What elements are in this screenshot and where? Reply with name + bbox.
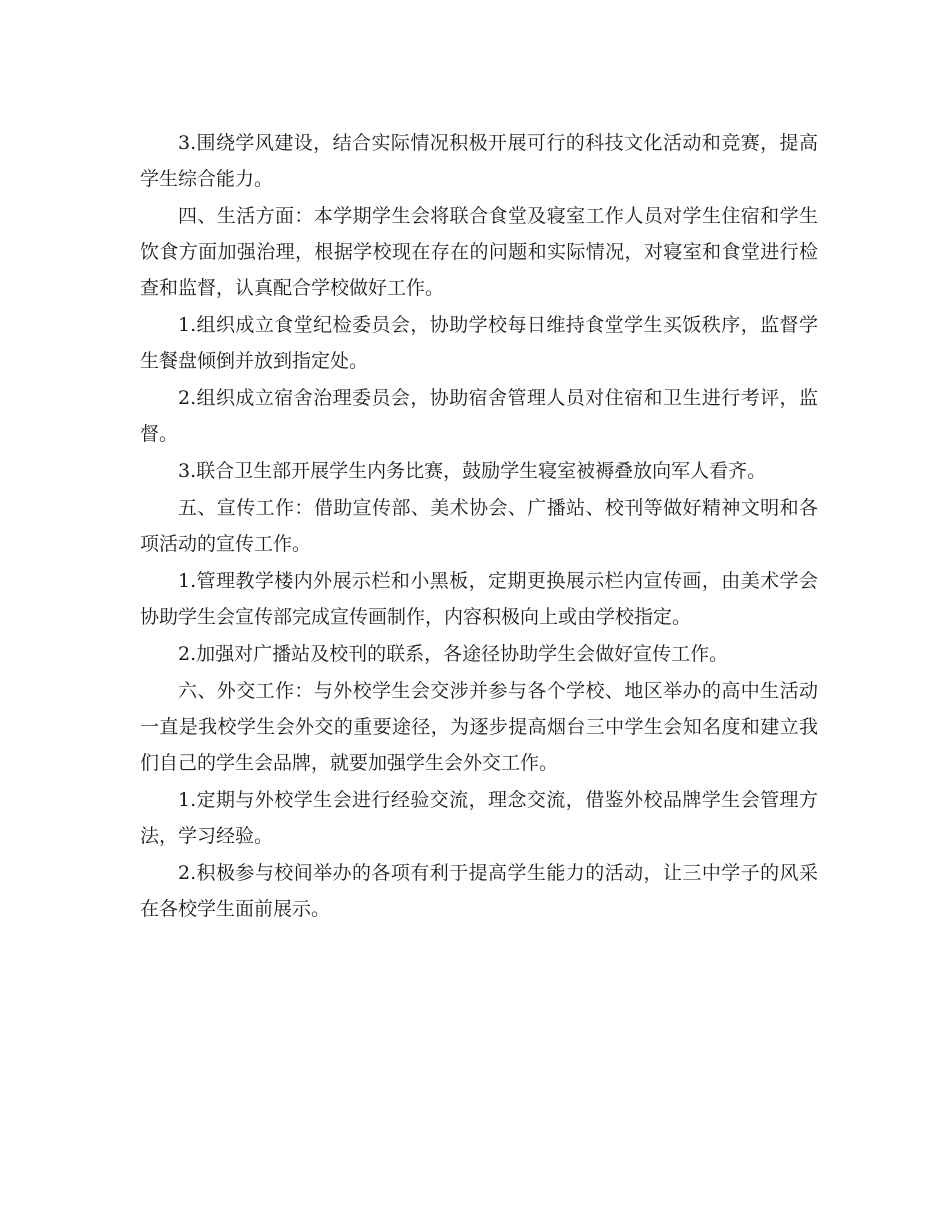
paragraph-section-publicity: 五、宣传工作：借助宣传部、美术协会、广播站、校刊等做好精神文明和各项活动的宣传工作。: [140, 497, 818, 555]
paragraph-inter-school-activities: 2.积极参与校间举办的各项有利于提高学生能力的活动，让三中学子的风采在各校学生面前展示。: [140, 862, 818, 920]
paragraph-display-boards: 1.管理教学楼内外展示栏和小黑板，定期更换展示栏内宣传画，由美术学会协助学生会宣传部完成宣传画制作，内容积极向上或由学校指定。: [140, 570, 818, 628]
paragraph-radio-magazine: 2.加强对广播站及校刊的联系，各途径协助学生会做好宣传工作。: [178, 643, 729, 665]
paragraph-housekeeping-contest: 3.联合卫生部开展学生内务比赛，鼓励学生寝室被褥叠放向军人看齐。: [178, 460, 767, 482]
paragraph-canteen-committee: 1.组织成立食堂纪检委员会，协助学校每日维持食堂学生买饭秩序，监督学生餐盘倾倒并放到指定处。: [140, 314, 818, 372]
paragraph-study-activities: 3.围绕学风建设，结合实际情况积极开展可行的科技文化活动和竞赛，提高学生综合能力。: [140, 132, 818, 190]
paragraph-dorm-committee: 2.组织成立宿舍治理委员会，协助宿舍管理人员对住宿和卫生进行考评，监督。: [140, 387, 818, 445]
paragraph-experience-exchange: 1.定期与外校学生会进行经验交流，理念交流，借鉴外校品牌学生会管理方法，学习经验。: [140, 789, 818, 847]
paragraph-section-external: 六、外交工作：与外校学生会交涉并参与各个学校、地区举办的高中生活动一直是我校学生会外交的重要途径，为逐步提高烟台三中学生会知名度和建立我们自己的学生会品牌，就要加强学生会外交工作。: [140, 680, 818, 774]
document-body: [140, 125, 818, 928]
paragraph-section-living: 四、生活方面：本学期学生会将联合食堂及寝室工作人员对学生住宿和学生饮食方面加强治理，根据学校现在存在的问题和实际情况，对寝室和食堂进行检查和监督，认真配合学校做好工作。: [140, 205, 818, 299]
